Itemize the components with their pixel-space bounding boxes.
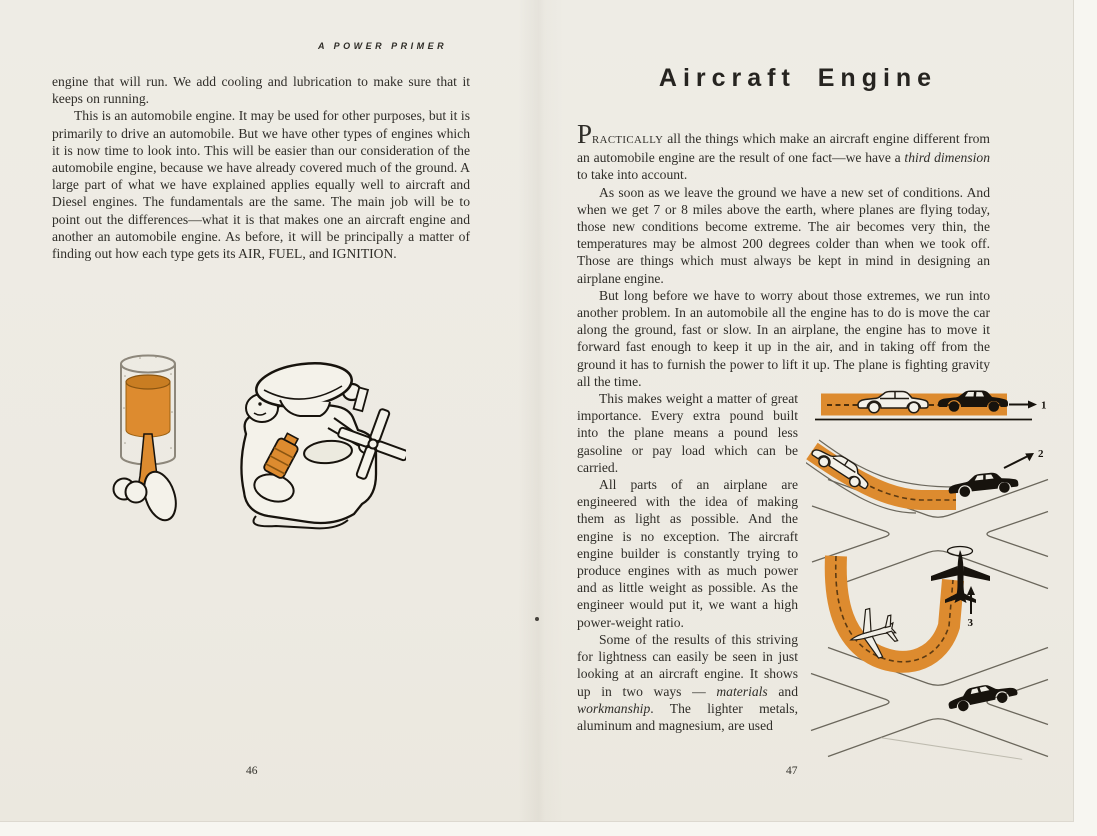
black-car [946, 679, 1019, 714]
paragraph: But long before we have to worry about those extremes, we run into another problem. In an automobile all the engine has to do is move the car along the ground, fast or slow. In an airplane, the engine has to move it forward fast enough to keep it up in the air, and in taking off from the ground it has to furnish the power to lift it up. The plane is fighting gravity all the time. [577, 287, 990, 389]
page-number-47: 47 [786, 765, 798, 777]
paragraph-text: . The lighter metals, aluminum and magnesium, are used [577, 700, 798, 733]
black-plane [931, 550, 990, 603]
paragraph: This is an automobile engine. It may be used for other purposes, but it is primarily to drive an automobile. But we have other types of engines which it is now time to look into. This will be easier than our consideration of the automobile engine, because we have already covered much of the ground. A large part of what we have explained applies equally well to aircraft and Diesel engines. The fundamentals are the same. The main job will be to point out the differences—what it is that makes one an aircraft engine and another an automobile engine. As before, it will be principally a matter of finding out how each type gets its AIR, FUEL, and IGNITION. [52, 108, 470, 262]
italic-phrase: third dimension [904, 150, 990, 166]
lead-smallcaps: RACTICALLY [592, 134, 664, 146]
piston [126, 375, 170, 437]
wrist-pin [114, 479, 147, 503]
scan-speck [535, 617, 539, 621]
arrow-2 [1004, 448, 1044, 468]
automobile-engine-cartoon [216, 356, 406, 536]
paragraph: All parts of an airplane are engineered with the idea of making them as light as possible. And the engine is no exception. The aircraft engine builder is constantly trying to produce engines with as much power and as little weight as possible. As the engineer would put it, we want a high power-weight ratio. [577, 477, 798, 630]
figure-label-1: 1 [1041, 399, 1047, 412]
lead-text-end: to take into account. [577, 167, 688, 183]
italic-word: materials [716, 683, 768, 699]
arrow-1 [1009, 400, 1047, 412]
lead-text: all the things which make an aircraft engine different from an automobile engine are the result of one fact—we have a [577, 131, 990, 166]
figure-label-2: 2 [1038, 448, 1044, 460]
chapter-title: Aircraft Engine [658, 64, 938, 92]
running-header: A POWER PRIMER [318, 41, 448, 51]
lead-paragraph [577, 119, 990, 184]
page-gutter-shadow [518, 0, 564, 821]
piston-cylinder-figure [110, 348, 188, 543]
lead-initial: P [577, 119, 593, 149]
arrow-3 [967, 586, 975, 629]
figure-label-3: 3 [967, 617, 973, 629]
figure-straight-road [815, 388, 1047, 430]
orange-takeoff-band [836, 556, 953, 662]
paragraph: This makes weight a matter of great importance. Every extra pound built into the plane means a pound less gasoline or pay load which can be carried. [577, 391, 798, 475]
paragraph-text: Some of the results of this striving for lightness can easily be seen in just looking at an aircraft engine. It shows up in two ways — [577, 631, 798, 699]
paragraph-text: and [767, 683, 798, 699]
paragraph: engine that will run. We add cooling and lubrication to make sure that it keeps on running. [52, 74, 470, 107]
italic-word: workmanship [577, 700, 651, 716]
paragraph: As soon as we leave the ground we have a new set of conditions. And when we get 7 or 8 miles above the earth, where planes are flying today, those new conditions become extreme. The air becomes very thin, the temperatures may be almost 200 degrees colder than when we took off. Those are things which must always be kept in mind in designing an airplane engine. [577, 184, 990, 286]
page-number-46: 46 [246, 765, 258, 777]
figure-takeoff-curve [803, 540, 1053, 772]
page-46-text [52, 73, 470, 262]
